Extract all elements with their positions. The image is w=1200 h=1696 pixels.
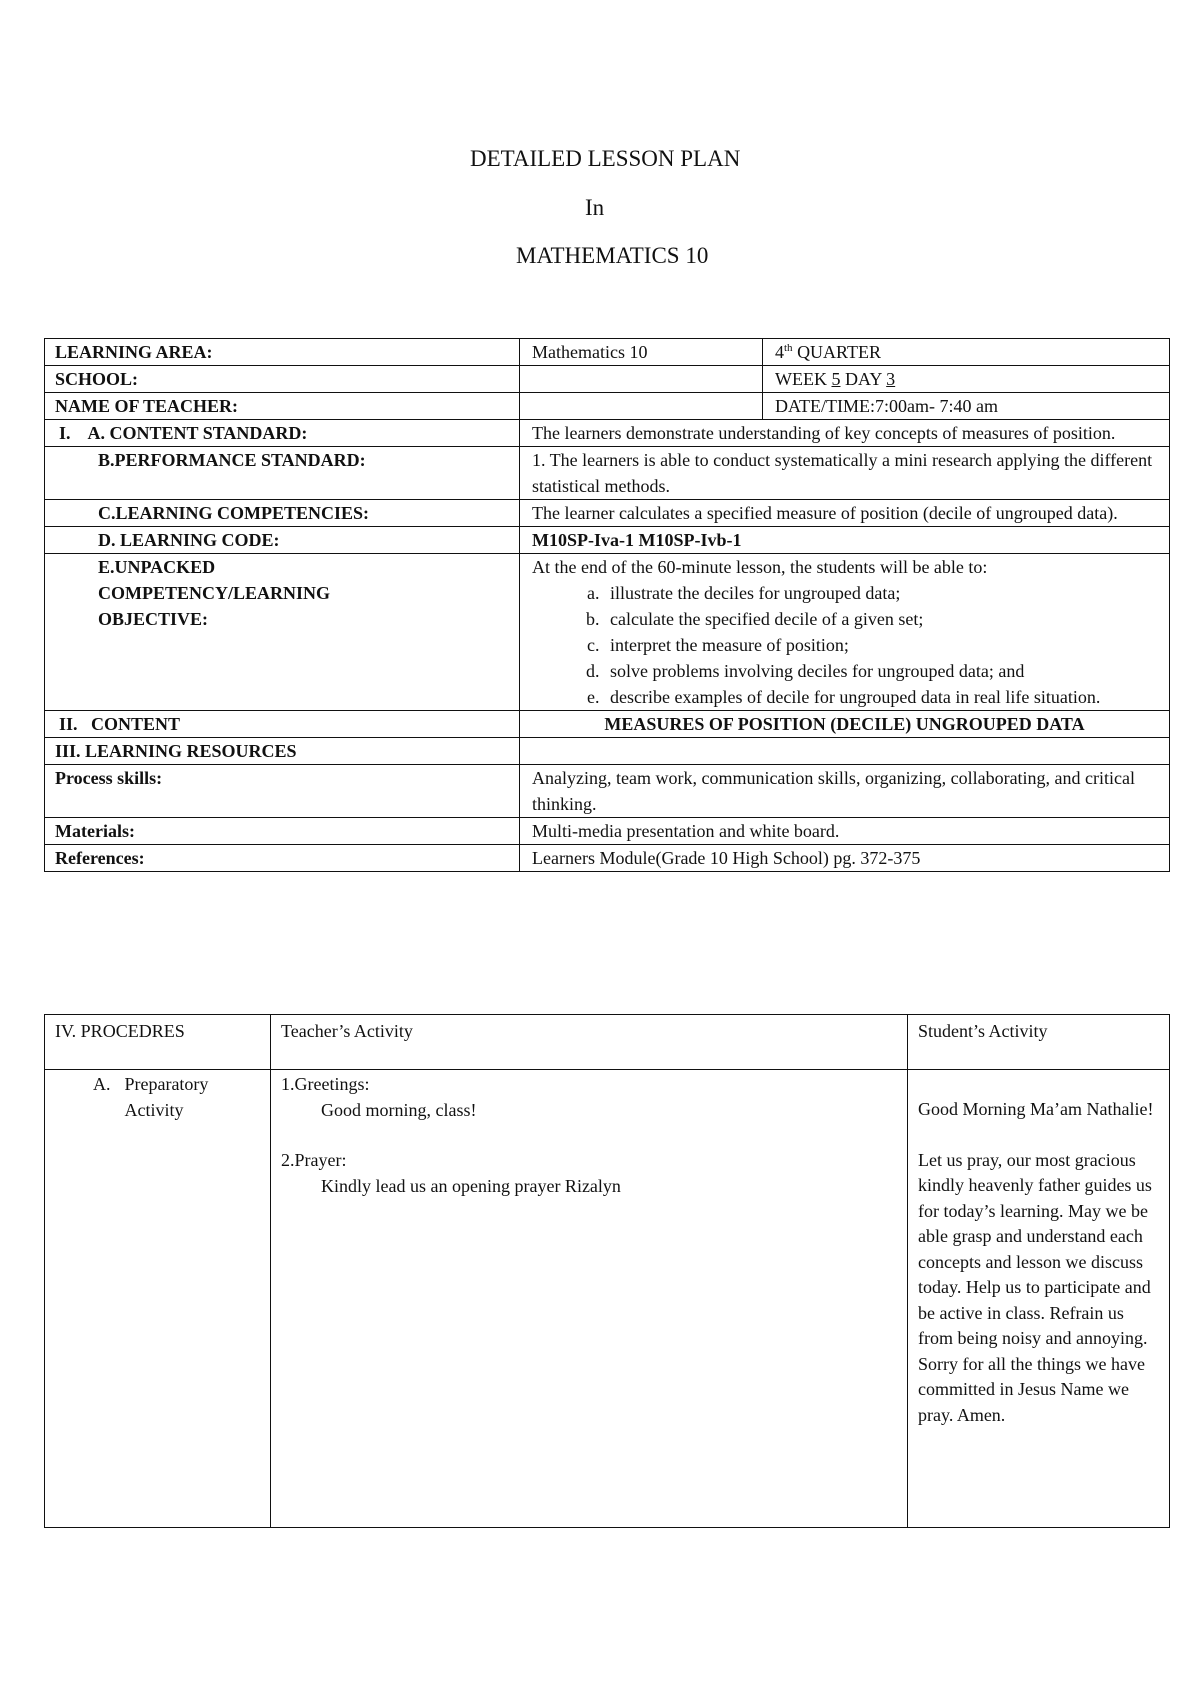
title-line-1: DETAILED LESSON PLAN [470,146,741,171]
quarter-text: QUARTER [792,342,881,362]
day-number: 3 [886,369,896,389]
process-skills-row [45,765,1170,818]
procedures-table [44,1014,1170,1528]
greetings-text: Good morning, class! [321,1099,477,1120]
objective-item: e. describe examples of decile for ungrouped data in real life situation. [604,684,1159,710]
content-value: MEASURES OF POSITION (DECILE) UNGROUPED DATA [520,711,1170,738]
student-greeting: Good Morning Ma’am Nathalie! [918,1099,1154,1119]
quarter-cell [763,339,1170,366]
prayer-title: 2.Prayer: [281,1150,347,1170]
school-label: SCHOOL: [45,366,520,393]
school-value [520,366,763,393]
competencies-row [45,500,1170,527]
learning-area-value: Mathematics 10 [520,339,763,366]
competencies-label: C.LEARNING COMPETENCIES: [45,500,520,527]
greetings-title: 1.Greetings: [281,1074,370,1094]
content-standard-label: I. A. CONTENT STANDARD: [45,420,520,447]
student-prayer: Let us pray, our most gracious kindly heavenly father guides us for today’s learning. May we be able grasp and understand each concepts and lesson we discuss today. Help us to participate and be active in class. Refrain us from being noisy and annoying. Sorry for all the things we have committed in Jesus Name we pray. Amen. [918,1149,1152,1425]
resources-row [45,738,1170,765]
objective-list [532,580,1159,710]
objective-item: c. interpret the measure of position; [604,632,1159,658]
procedures-header-row [45,1015,1170,1070]
process-skills-value: Analyzing, team work, communication skills, organizing, collaborating, and critical thinking. [520,765,1170,818]
teacher-activity-cell [271,1070,908,1528]
learning-code-label: D. LEARNING CODE: [45,527,520,554]
materials-label: Materials: [45,818,520,845]
week-prefix: WEEK [775,369,832,389]
teacher-label: NAME OF TEACHER: [45,393,520,420]
objective-intro: At the end of the 60-minute lesson, the students will be able to: [532,557,988,577]
objective-item: b. calculate the specified decile of a given set; [604,606,1159,632]
preparatory-activity-cell [45,1070,271,1528]
performance-standard-row [45,447,1170,500]
materials-row [45,818,1170,845]
objective-item: d. solve problems involving deciles for ungrouped data; and [604,658,1159,684]
section-name: Preparatory Activity [124,1074,209,1120]
content-label: II. CONTENT [45,711,520,738]
prayer-text: Kindly lead us an opening prayer Rizalyn [321,1175,621,1196]
quarter-number: 4 [775,342,784,362]
learning-area-row [45,339,1170,366]
references-value: Learners Module(Grade 10 High School) pg. 372-375 [520,845,1170,872]
quarter-suffix: th [784,342,793,354]
student-activity-header: Student’s Activity [908,1015,1170,1070]
competencies-value: The learner calculates a specified measure of position (decile of ungrouped data). [520,500,1170,527]
learning-code-value: M10SP-Iva-1 M10SP-Ivb-1 [520,527,1170,554]
resources-label: III. LEARNING RESOURCES [45,738,520,765]
lesson-info-table [44,338,1170,872]
title-line-3: MATHEMATICS 10 [516,243,709,268]
procedures-header: IV. PROCEDRES [45,1015,271,1070]
day-prefix: DAY [840,369,887,389]
performance-standard-label: B.PERFORMANCE STANDARD: [45,447,520,500]
materials-value: Multi-media presentation and white board. [520,818,1170,845]
preparatory-activity-row [45,1070,1170,1528]
section-letter: A. [93,1074,111,1094]
objective-row [45,554,1170,711]
datetime-cell: DATE/TIME:7:00am- 7:40 am [763,393,1170,420]
week-number: 5 [831,369,841,389]
references-row [45,845,1170,872]
objective-cell [520,554,1170,711]
learning-code-row [45,527,1170,554]
process-skills-label: Process skills: [45,765,520,818]
content-standard-row [45,420,1170,447]
content-standard-value: The learners demonstrate understanding of key concepts of measures of position. [520,420,1170,447]
school-row [45,366,1170,393]
references-label: References: [45,845,520,872]
teacher-row [45,393,1170,420]
title-line-2: In [585,195,605,220]
resources-value [520,738,1170,765]
content-row [45,711,1170,738]
teacher-value [520,393,763,420]
learning-area-label: LEARNING AREA: [45,339,520,366]
student-activity-cell [908,1070,1170,1528]
objective-item: a. illustrate the deciles for ungrouped data; [604,580,1159,606]
performance-standard-value: 1. The learners is able to conduct systematically a mini research applying the different statistical methods. [520,447,1170,500]
objective-label: E.UNPACKED COMPETENCY/LEARNING OBJECTIVE: [45,554,520,711]
week-day-cell [763,366,1170,393]
teacher-activity-header: Teacher’s Activity [271,1015,908,1070]
